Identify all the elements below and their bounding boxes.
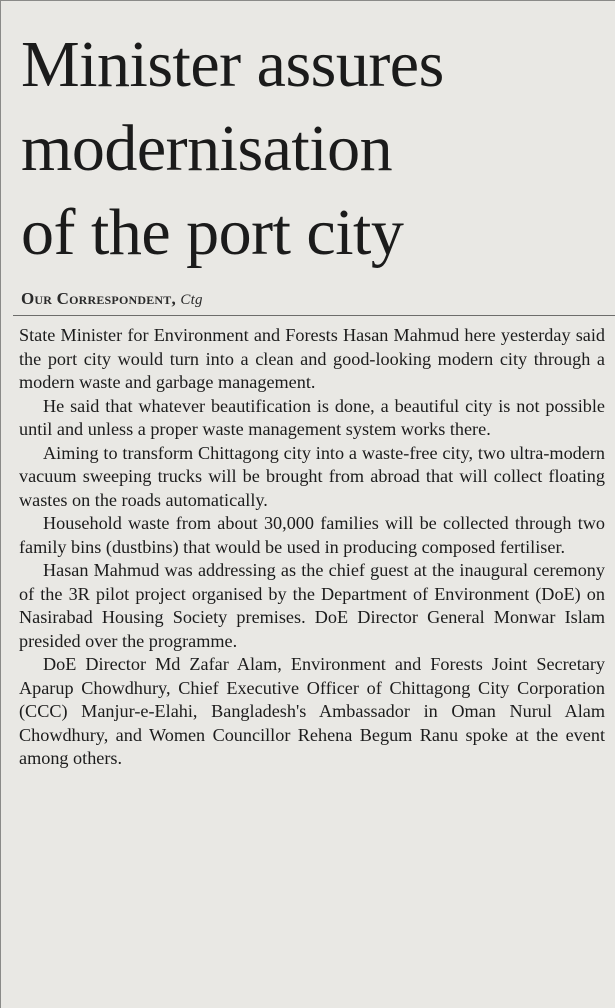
headline <box>1 1 615 275</box>
article-body <box>19 324 605 771</box>
article-paragraph: State Minister for Environment and Forests Hasan Mahmud here yesterday said the port city would turn into a clean and good-looking modern city through a modern waste and garbage management. <box>19 325 605 392</box>
headline-line: Minister assures <box>21 28 444 101</box>
byline-divider <box>13 315 615 316</box>
article-paragraph: Household waste from about 30,000 families will be collected through two family bins (dustbins) that would be used in producing composed fertiliser. <box>19 513 605 557</box>
headline-line: of the port city <box>21 196 404 269</box>
article-paragraph: Hasan Mahmud was addressing as the chief guest at the inaugural ceremony of the 3R pilot project organised by the Department of Environment (DoE) on Nasirabad Housing Society premises. DoE Director General Monwar Islam presided over the programme. <box>19 560 605 651</box>
byline-location: Ctg <box>180 292 203 308</box>
byline-author: Our Correspondent, <box>21 289 176 308</box>
byline <box>21 289 615 309</box>
article-paragraph: He said that whatever beautification is done, a beautiful city is not possible until and unless a proper waste management system works there. <box>19 395 605 439</box>
article-paragraph: Aiming to transform Chittagong city into a waste-free city, two ultra-modern vacuum sweeping trucks will be brought from abroad that will collect floating wastes on the roads automatically. <box>19 442 605 510</box>
article-paragraph: DoE Director Md Zafar Alam, Environment and Forests Joint Secretary Aparup Chowdhury, Chief Executive Officer of Chittagong City Corporation (CCC) Manjur-e-Elahi, Bangladesh's Ambassador in Oman Nurul Alam Chowdhury, and Women Councillor Rehena Begum Ranu spoke at the event among others. <box>19 654 605 768</box>
headline-line: modernisation <box>21 112 393 185</box>
